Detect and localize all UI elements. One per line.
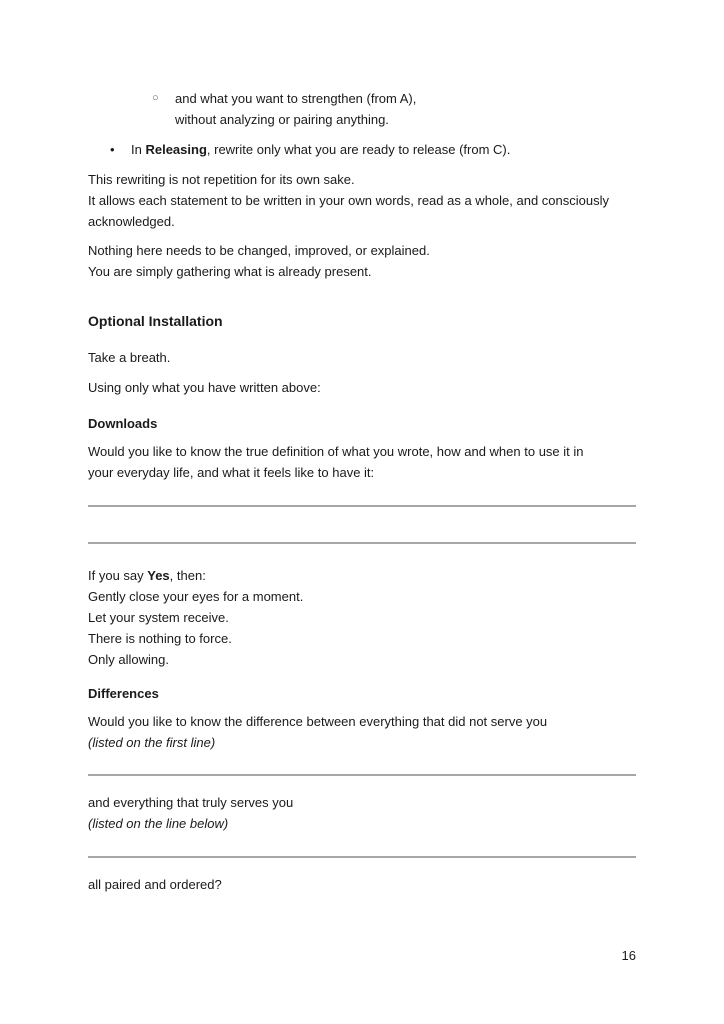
yes-line [88, 565, 636, 586]
section-title: Optional Installation [88, 313, 223, 329]
yes-prefix: If you say [88, 568, 148, 583]
yes-suffix: , then: [169, 568, 206, 583]
downloads-question-line-1: Would you like to know the true definition of what you wrote, how and when to use it in [88, 444, 584, 459]
yes-block [88, 565, 636, 670]
differences-note-2: (listed on the line below) [88, 816, 229, 831]
breath-text: Take a breath. [88, 350, 171, 365]
answer-line-4[interactable] [88, 856, 636, 858]
sub-bullet-line-1: and what you want to strengthen (from A), [175, 91, 417, 106]
instruction-line-3: There is nothing to force. [88, 631, 232, 646]
downloads-question-line-2: your everyday life, and what it feels like to have it: [88, 465, 375, 480]
sub-bullet-text [175, 88, 416, 130]
instruction-line-2: Let your system receive. [88, 610, 229, 625]
bullet-releasing [131, 139, 510, 160]
bullet-bold-releasing: Releasing [145, 142, 207, 157]
using-text: Using only what you have written above: [88, 380, 321, 395]
instruction-line-4: Only allowing. [88, 652, 169, 667]
para2-line-1: Nothing here needs to be changed, improved, or explained. [88, 243, 430, 258]
bullet-marker: • [110, 142, 115, 157]
serves-block [88, 792, 636, 834]
sub-bullet-line-2: without analyzing or pairing anything. [175, 112, 389, 127]
differences-heading: Differences [88, 686, 159, 701]
bullet-suffix: , rewrite only what you are ready to release (from C). [206, 142, 511, 157]
para2-line-2: You are simply gathering what is already present. [88, 264, 372, 279]
differences-note-1: (listed on the first line) [88, 735, 216, 750]
closing-question: all paired and ordered? [88, 877, 222, 892]
paragraph-rewriting [88, 169, 636, 232]
instruction-line-1: Gently close your eyes for a moment. [88, 589, 304, 604]
para1-line-3: acknowledged. [88, 214, 175, 229]
para1-line-2: It allows each statement to be written in your own words, read as a whole, and consciously [88, 193, 609, 208]
page-number: 16 [621, 948, 636, 963]
paragraph-nothing [88, 240, 636, 282]
answer-line-3[interactable] [88, 774, 636, 776]
sub-bullet-marker: ○ [152, 92, 159, 104]
downloads-heading: Downloads [88, 416, 158, 431]
differences-question [88, 711, 636, 753]
para1-line-1: This rewriting is not repetition for its own sake. [88, 172, 355, 187]
differences-question-line: Would you like to know the difference between everything that did not serve you [88, 714, 548, 729]
yes-bold: Yes [147, 568, 170, 583]
serves-line: and everything that truly serves you [88, 795, 294, 810]
answer-line-1[interactable] [88, 505, 636, 507]
bullet-prefix: In [131, 142, 146, 157]
answer-line-2[interactable] [88, 542, 636, 544]
downloads-question [88, 441, 636, 483]
